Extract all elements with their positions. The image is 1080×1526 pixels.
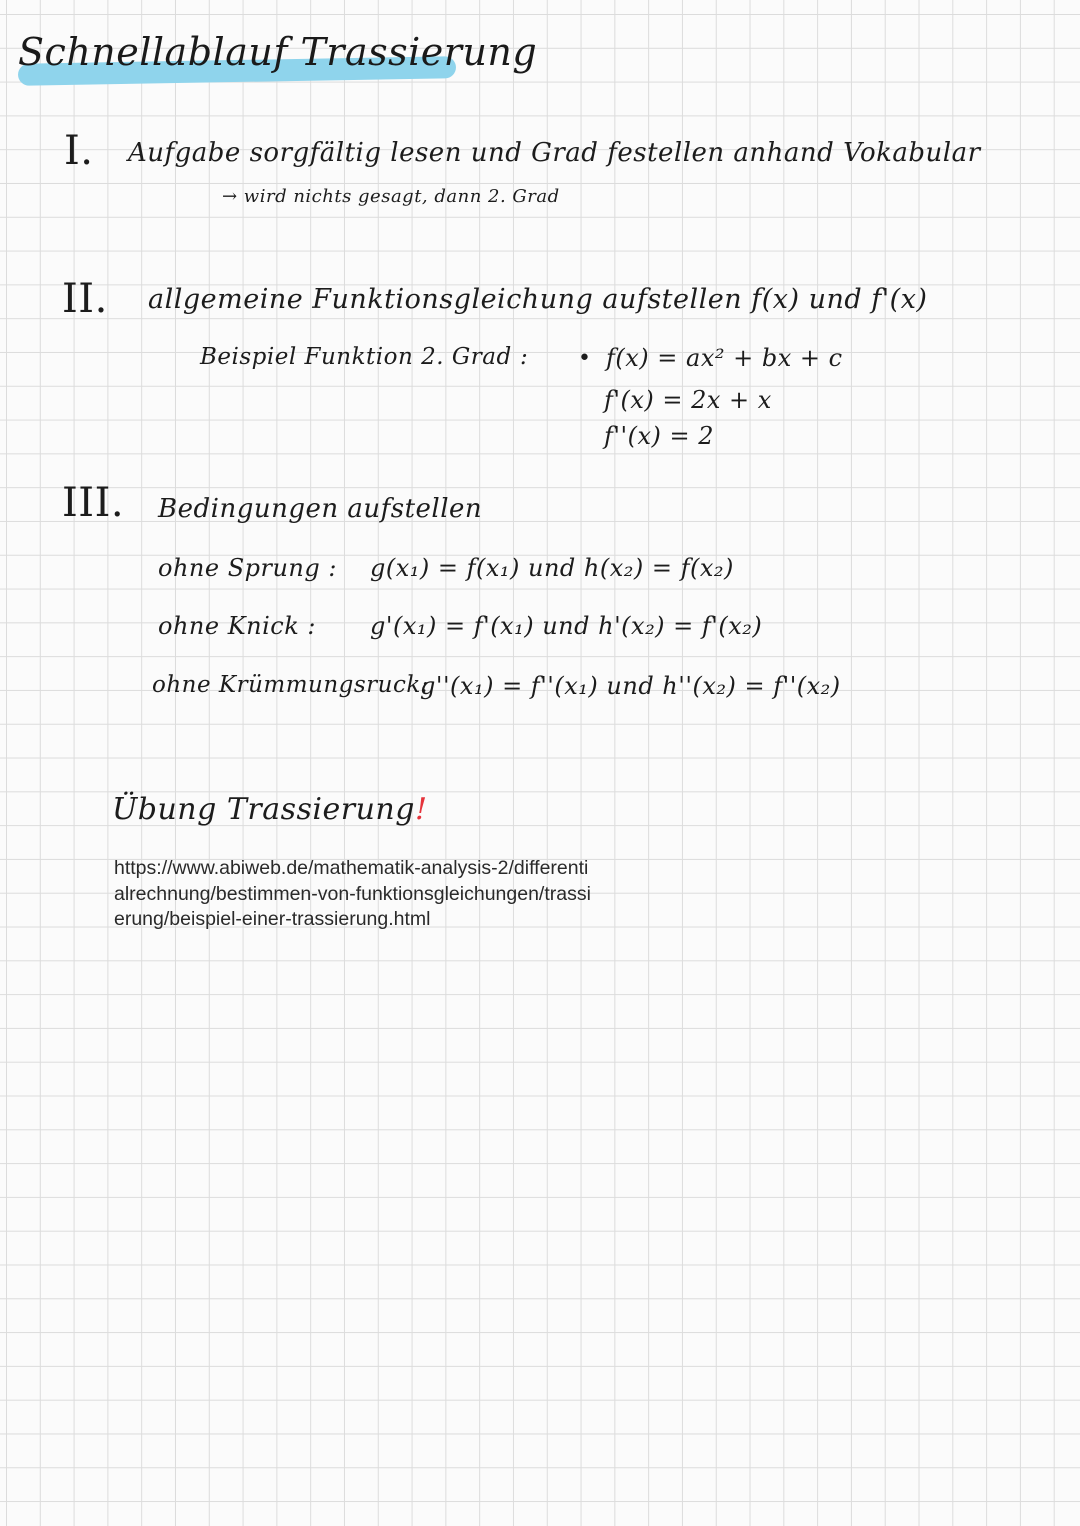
step3-cond3-label: ohne Krümmungsruck: [152, 672, 430, 698]
practice-label: Übung Trassierung [112, 792, 415, 827]
step3-heading: Bedingungen aufstellen [158, 494, 483, 524]
practice-link[interactable]: https://www.abiweb.de/mathematik-analysis-2/differentialrechnung/bestimmen-von-funktionsgleichungen/trassierung/beispiel-einer-trassierung.html [114, 857, 591, 930]
page-title: Schnellablauf Trassierung [18, 30, 538, 74]
step1-note: → wird nichts gesagt, dann 2. Grad [222, 186, 560, 207]
step2-bullet: • [578, 346, 592, 371]
exclamation-mark: ! [414, 792, 428, 827]
step3-cond1-equation: g(x₁) = f(x₁) und h(x₂) = f(x₂) [370, 554, 734, 582]
step1-text: Aufgabe sorgfältig lesen und Grad festellen anhand Vokabular [128, 138, 981, 168]
step3-cond1-label: ohne Sprung : [158, 554, 337, 582]
step3-numeral: III. [62, 480, 125, 526]
step3-cond3-equation: g''(x₁) = f''(x₁) und h''(x₂) = f''(x₂) [420, 672, 841, 700]
step3-cond2-label: ohne Knick : [158, 612, 316, 640]
step2-example-label: Beispiel Funktion 2. Grad [200, 344, 512, 370]
step2-text: allgemeine Funktionsgleichung aufstellen f(x) und f'(x) [148, 284, 928, 315]
step1-numeral: I. [64, 128, 94, 174]
step2-numeral: II. [62, 276, 108, 322]
step2-eq2: f'(x) = 2x + x [604, 386, 772, 414]
step2-eq3: f''(x) = 2 [604, 422, 714, 450]
step3-cond2-equation: g'(x₁) = f'(x₁) und h'(x₂) = f'(x₂) [370, 612, 763, 640]
step2-eq1: f(x) = ax² + bx + c [606, 344, 843, 372]
step2-colon: : [520, 344, 529, 370]
title-block [18, 30, 537, 74]
practice-heading [112, 792, 428, 827]
